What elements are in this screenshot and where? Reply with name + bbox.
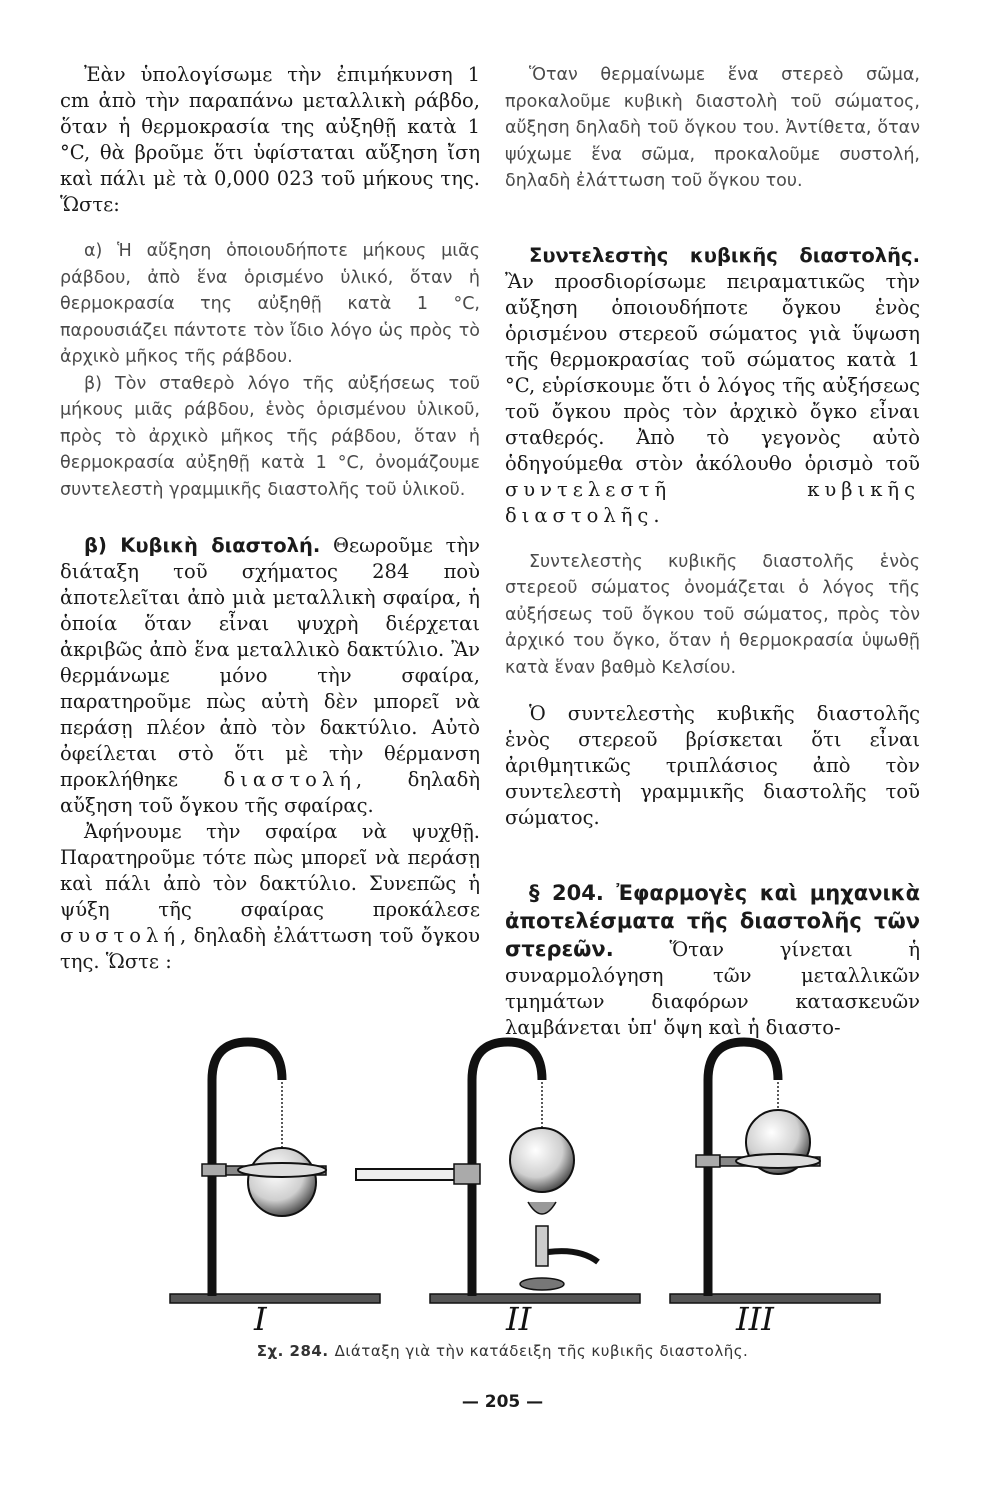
definition-b: β) Τὸν σταθερὸ λόγο τῆς αὐξήσεως τοῦ μήκους μιᾶς ράβδου, ἑνὸς ὁρισμένου ὑλικοῦ, πρὸς τὸ ἀρχικὸ μῆκος τῆς ράβδου, ὅταν ἡ θερμοκρασία αὐξηθῇ κατὰ 1 °C, ὀνομάζουμε συντελεστὴ γραμμικῆς διαστολῆς τοῦ ὑλικοῦ.: [60, 373, 480, 500]
cooling-paragraph: Ἀφήνουμε τὴν σφαίρα νὰ ψυχθῇ. Παρατηροῦμε τότε πὼς μπορεῖ νὰ περάσῃ καὶ πάλι ἀπὸ τὸν δακτύλιο. Συνεπῶς ἡ ψύξη τῆς σφαίρας προκάλεσε συστολή, δηλαδὴ ἐλάττωση τοῦ ὄγκου της. Ὥστε :: [60, 820, 480, 973]
page-number: — 205 —: [461, 1392, 544, 1412]
definition-a: α) Ἡ αὔξηση ὁποιουδήποτε μήκους μιᾶς ράβδου, ἀπὸ ἕνα ὁρισμένο ὑλικό, ὅταν ἡ θερμοκρασία της αὐξηθῇ κατὰ 1 °C, παρουσιάζει πάντοτε τὸν ἴδιο λόγο ὡς πρὸς τὸ ἀρχικὸ μῆκος τῆς ράβδου.: [60, 241, 480, 367]
intro-paragraph: Ἐὰν ὑπολογίσωμε τὴν ἐπιμήκυνση 1 cm ἀπὸ τὴν παραπάνω μεταλλικὴ ράβδο, ὅταν ἡ θερμοκρασία της αὐξηθῇ κατὰ 1 °C, θὰ βροῦμε ὅτι ὑφίσταται αὔξηση ἴση καὶ πάλι μὲ τὰ 0,000 023 τοῦ μήκους της. Ὥστε:: [60, 63, 480, 216]
coefficient-paragraph: Συντελεστὴς κυβικῆς διαστολῆς. Ἂν προσδιορίσωμε πειραματικῶς τὴν αὔξηση ὁποιουδήποτε ὄγκου ἑνὸς ὁρισμένου στερεοῦ σώματος γιὰ ὕψωση τῆς θερμοκρασίας τοῦ σώματος κατὰ 1 °C, εὑρίσκουμε ὅτι ὁ λόγος τῆς αὐξήσεως τοῦ ὄγκου πρὸς τὸν ἀρχικὸ ὄγκο εἶναι σταθερός. Ἀπὸ τὸ γεγονὸς αὐτὸ ὁδηγούμεθα στὸν ἀκόλουθο ὁρισμὸ τοῦ συντελεστῆ κυβικῆς διαστολῆς.: [505, 243, 920, 527]
right-column: [505, 62, 920, 1041]
figure-caption: Σχ. 284. Διάταξη γιὰ τὴν κατάδειξη τῆς κυβικῆς διαστολῆς.: [256, 1342, 749, 1360]
stand-ii: [356, 1042, 640, 1303]
stand-i: [170, 1042, 380, 1303]
cubic-expansion-paragraph: β) Κυβικὴ διαστολή. Θεωροῦμε τὴν διάταξη τοῦ σχήματος 284 ποὺ ἀποτελεῖται ἀπὸ μιὰ μεταλλικὴ σφαίρα, ἡ ὁποία ὅταν εἶναι ψυχρὴ διέρχεται ἀκριβῶς ἀπὸ ἕνα μεταλλικὸ δακτύλιο. Ἂν θερμάνωμε μόνο τὴν σφαίρα, παρατηροῦμε πὼς αὐτὴ δὲν μπορεῖ νὰ περάσῃ πλέον ἀπὸ τὸν δακτύλιο. Αὐτὸ ὀφείλεται στὸ ὅτι μὲ τὴν θέρμανση προκλήθηκε διαστολή, δηλαδὴ αὔξηση τοῦ ὄγκου τῆς σφαίρας.: [60, 534, 480, 817]
coefficient-heading: Συντελεστὴς κυβικῆς διαστολῆς.: [529, 243, 920, 267]
cubic-expansion-heading: β) Κυβικὴ διαστολή.: [84, 534, 321, 557]
section-204-heading: § 204. Ἐφαρμογὲς καὶ μηχανικὰ ἀποτελέσματα τῆς διαστολῆς τῶν στερεῶν.: [505, 881, 920, 961]
coefficient-definition: Συντελεστὴς κυβικῆς διαστολῆς ἑνὸς στερεοῦ σώματος ὀνομάζεται ὁ λόγος τῆς αὐξήσεως τοῦ ὄγκου τοῦ σώματος, πρὸς τὸν ἀρχικό του ὄγκο, ὅταν ἡ θερμοκρασία ὑψωθῇ κατὰ ἕναν βαθμὸ Κελσίου.: [505, 551, 920, 678]
figure-number: Σχ. 284.: [256, 1342, 329, 1360]
left-column: [60, 62, 480, 975]
section-204-paragraph: § 204. Ἐφαρμογὲς καὶ μηχανικὰ ἀποτελέσματα τῆς διαστολῆς τῶν στερεῶν. Ὅταν γίνεται ἡ συναρμολόγηση τῶν μεταλλικῶν τμημάτων διαφόρων κατασκευῶν λαμβάνεται ὑπ' ὄψη καὶ ἡ διαστο-: [505, 881, 920, 1039]
stand-iii: [670, 1042, 880, 1303]
figure-label-ii: II: [506, 1300, 532, 1338]
figure-284-apparatus: [150, 1030, 910, 1340]
figure-label-i: I: [254, 1300, 267, 1338]
coefficient-triple-paragraph: Ὁ συντελεστὴς κυβικῆς διαστολῆς ἑνὸς στερεοῦ βρίσκεται ὅτι εἶναι ἀριθμητικῶς τριπλάσιος ἀπὸ τὸν συντελεστὴ γραμμικῆς διαστολῆς τοῦ σώματος.: [505, 702, 920, 829]
summary-paragraph: Ὅταν θερμαίνωμε ἕνα στερεὸ σῶμα, προκαλοῦμε κυβικὴ διαστολὴ τοῦ σώματος, αὔξηση δηλαδὴ τοῦ ὄγκου του. Ἀντίθετα, ὅταν ψύχωμε ἕνα σῶμα, προκαλοῦμε συστολή, δηλαδὴ ἐλάττωση τοῦ ὄγκου του.: [505, 65, 920, 191]
figure-label-iii: III: [736, 1300, 774, 1338]
